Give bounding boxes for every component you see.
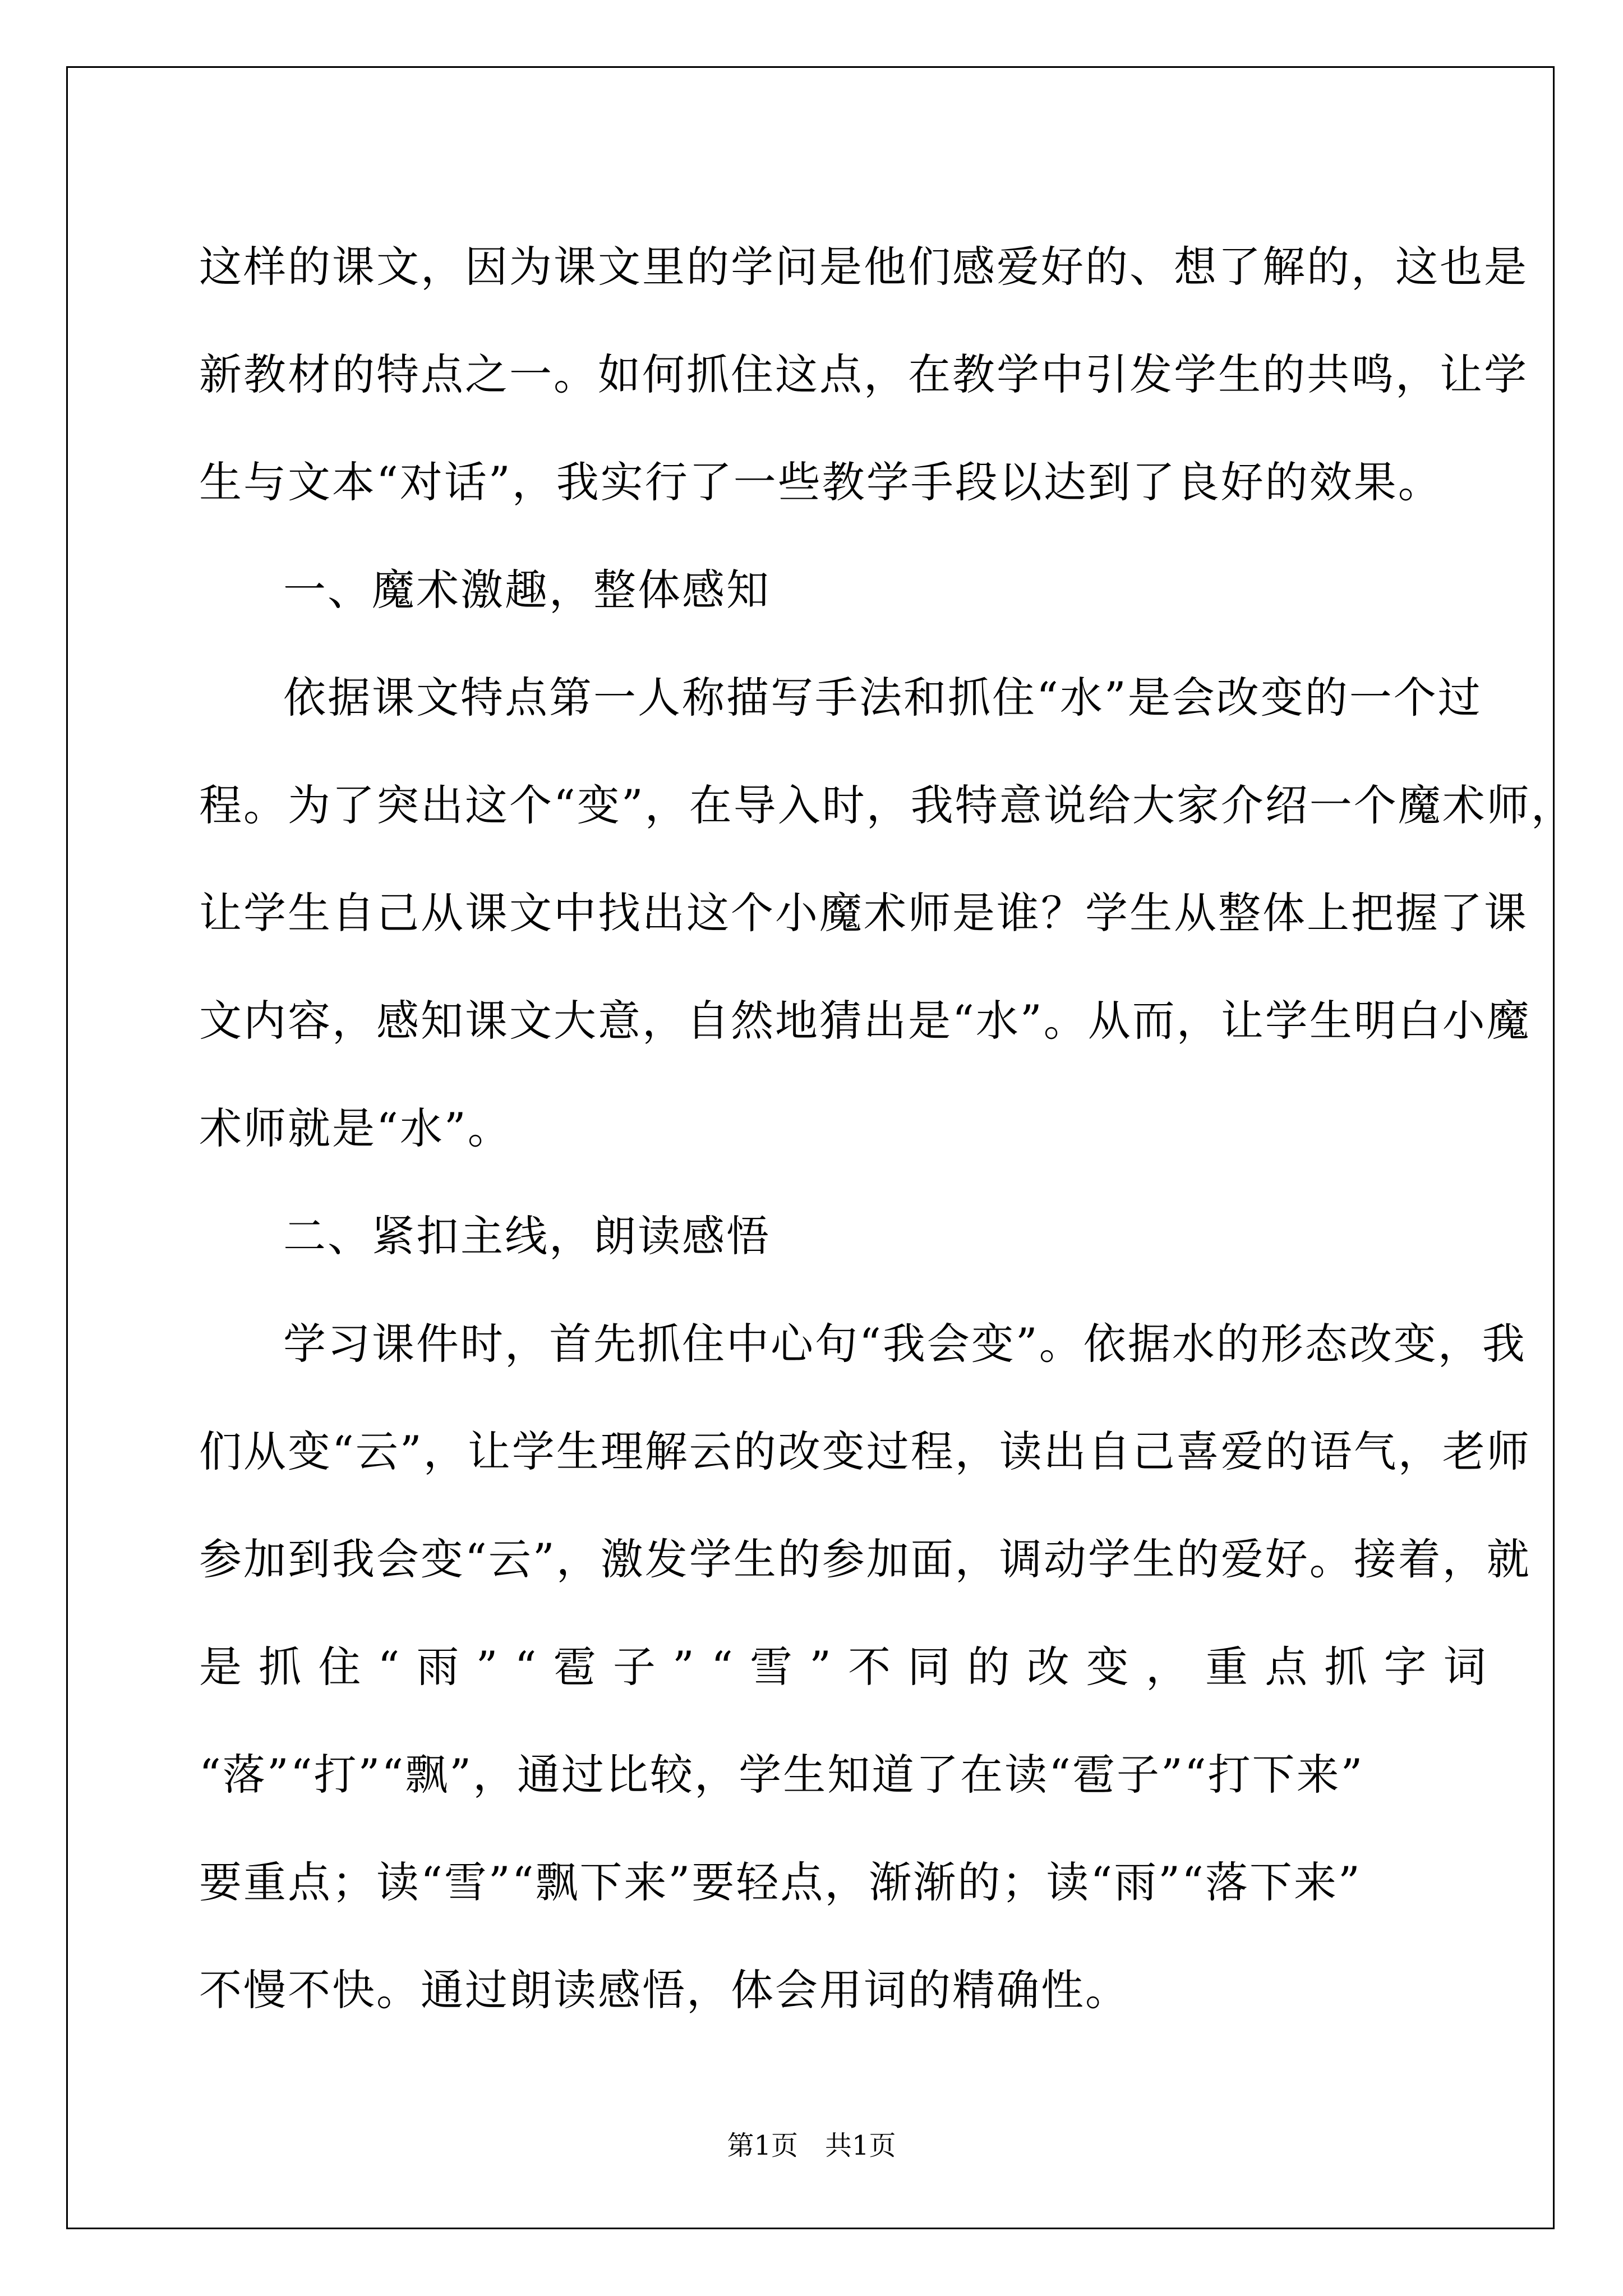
section-heading-2: 二、紧扣主线，朗读感悟 [283,1211,771,1261]
page-footer: 第1页 共1页 [727,2130,896,2161]
document-body [199,213,1575,2044]
text-line-9: 术师就是“水”。 [199,1103,512,1153]
text-line-16: 要重点；读“雪”“飘下来”要轻点，渐渐的；读“雨”“落下来” [199,1857,1362,1907]
text-line-5: 依据课文特点第一人称描写手法和抓住“水”是会改变的一个过 [283,673,1482,723]
text-line-11: 学习课件时，首先抓住中心句“我会变”。依据水的形态改变，我 [283,1319,1527,1369]
text-line-2: 新教材的特点之一。如何抓住这点，在教学中引发学生的共鸣，让学 [199,349,1528,399]
text-line-8: 文内容，感知课文大意，自然地猜出是“水”。从而，让学生明白小魔 [199,996,1531,1046]
text-line-15: “落”“打”“飘”，通过比较，学生知道了在读“雹子”“打下来” [199,1750,1364,1800]
text-line-14: 是 抓 住 “ 雨 ” “ 雹 子 ” “ 雪 ” 不 同 的 改 变 ， 重 点 抓 字 词 [199,1642,1488,1692]
text-line-6: 程。为了突出这个“变”，在导入时，我特意说给大家介绍一个魔术师， [199,780,1575,830]
text-line-1: 这样的课文，因为课文里的学问是他们感爱好的、想了解的，这也是 [199,242,1528,292]
section-heading-1: 一、魔术激趣，整体感知 [283,565,771,615]
text-line-17: 不慢不快。通过朗读感悟，体会用词的精确性。 [199,1965,1129,2015]
text-line-7: 让学生自己从课文中找出这个小魔术师是谁？学生从整体上把握了课 [199,888,1528,938]
text-line-3: 生与文本“对话”，我实行了一些教学手段以达到了良好的效果。 [199,457,1442,507]
text-line-12: 们从变“云”，让学生理解云的改变过程，读出自己喜爱的语气，老师 [199,1427,1531,1476]
text-line-13: 参加到我会变“云”，激发学生的参加面，调动学生的爱好。接着，就 [199,1534,1531,1584]
